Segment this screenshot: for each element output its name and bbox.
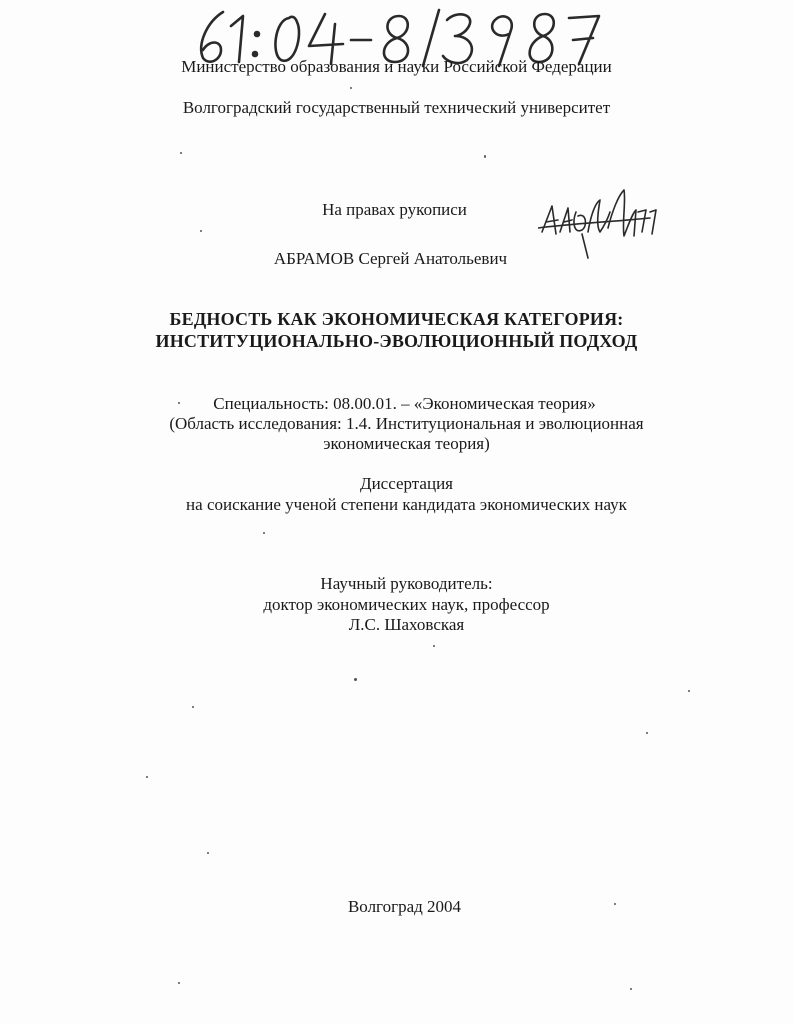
- thesis-title-line-1: БЕДНОСТЬ КАК ЭКОНОМИЧЕСКАЯ КАТЕГОРИЯ:: [169, 309, 624, 329]
- specialty-line-2: (Область исследования: 1.4. Институциональная и эволюционная: [169, 414, 644, 433]
- ministry-name: Министерство образования и науки Российской Федерации: [181, 57, 612, 76]
- scan-speck: [192, 706, 194, 708]
- specialty-line-3: экономическая теория): [323, 434, 490, 453]
- supervisor-name: Л.С. Шаховская: [348, 615, 465, 634]
- scan-speck: [178, 982, 180, 984]
- scan-speck: [146, 776, 148, 778]
- degree-purpose: на соискание ученой степени кандидата экономических наук: [186, 495, 627, 514]
- scan-speck: [688, 690, 690, 692]
- work-type: Диссертация: [359, 474, 453, 493]
- scan-speck: [263, 532, 265, 534]
- scan-speck: [354, 678, 357, 681]
- scan-speck: [178, 402, 180, 404]
- scan-speck: [614, 903, 616, 905]
- university-name: Волгоградский государственный технический университет: [182, 98, 611, 117]
- author-name: АБРАМОВ Сергей Анатольевич: [273, 249, 508, 268]
- city-year: Волгоград 2004: [347, 897, 462, 916]
- scan-speck: [180, 152, 182, 154]
- scan-speck: [484, 155, 486, 158]
- scan-speck: [207, 852, 209, 854]
- specialty-line-1: Специальность: 08.00.01. – «Экономическая теория»: [213, 394, 596, 413]
- supervisor-degree: доктор экономических наук, профессор: [263, 595, 550, 614]
- thesis-title-line-2: ИНСТИТУЦИОНАЛЬНО-ЭВОЛЮЦИОННЫЙ ПОДХОД: [155, 331, 638, 351]
- scan-speck: [433, 645, 435, 647]
- supervisor-label: Научный руководитель:: [320, 574, 493, 593]
- scan-speck: [646, 732, 648, 734]
- scan-speck: [200, 230, 202, 232]
- scan-speck: [630, 988, 632, 990]
- manuscript-rights-label: На правах рукописи: [322, 200, 467, 219]
- scan-speck: [350, 87, 352, 89]
